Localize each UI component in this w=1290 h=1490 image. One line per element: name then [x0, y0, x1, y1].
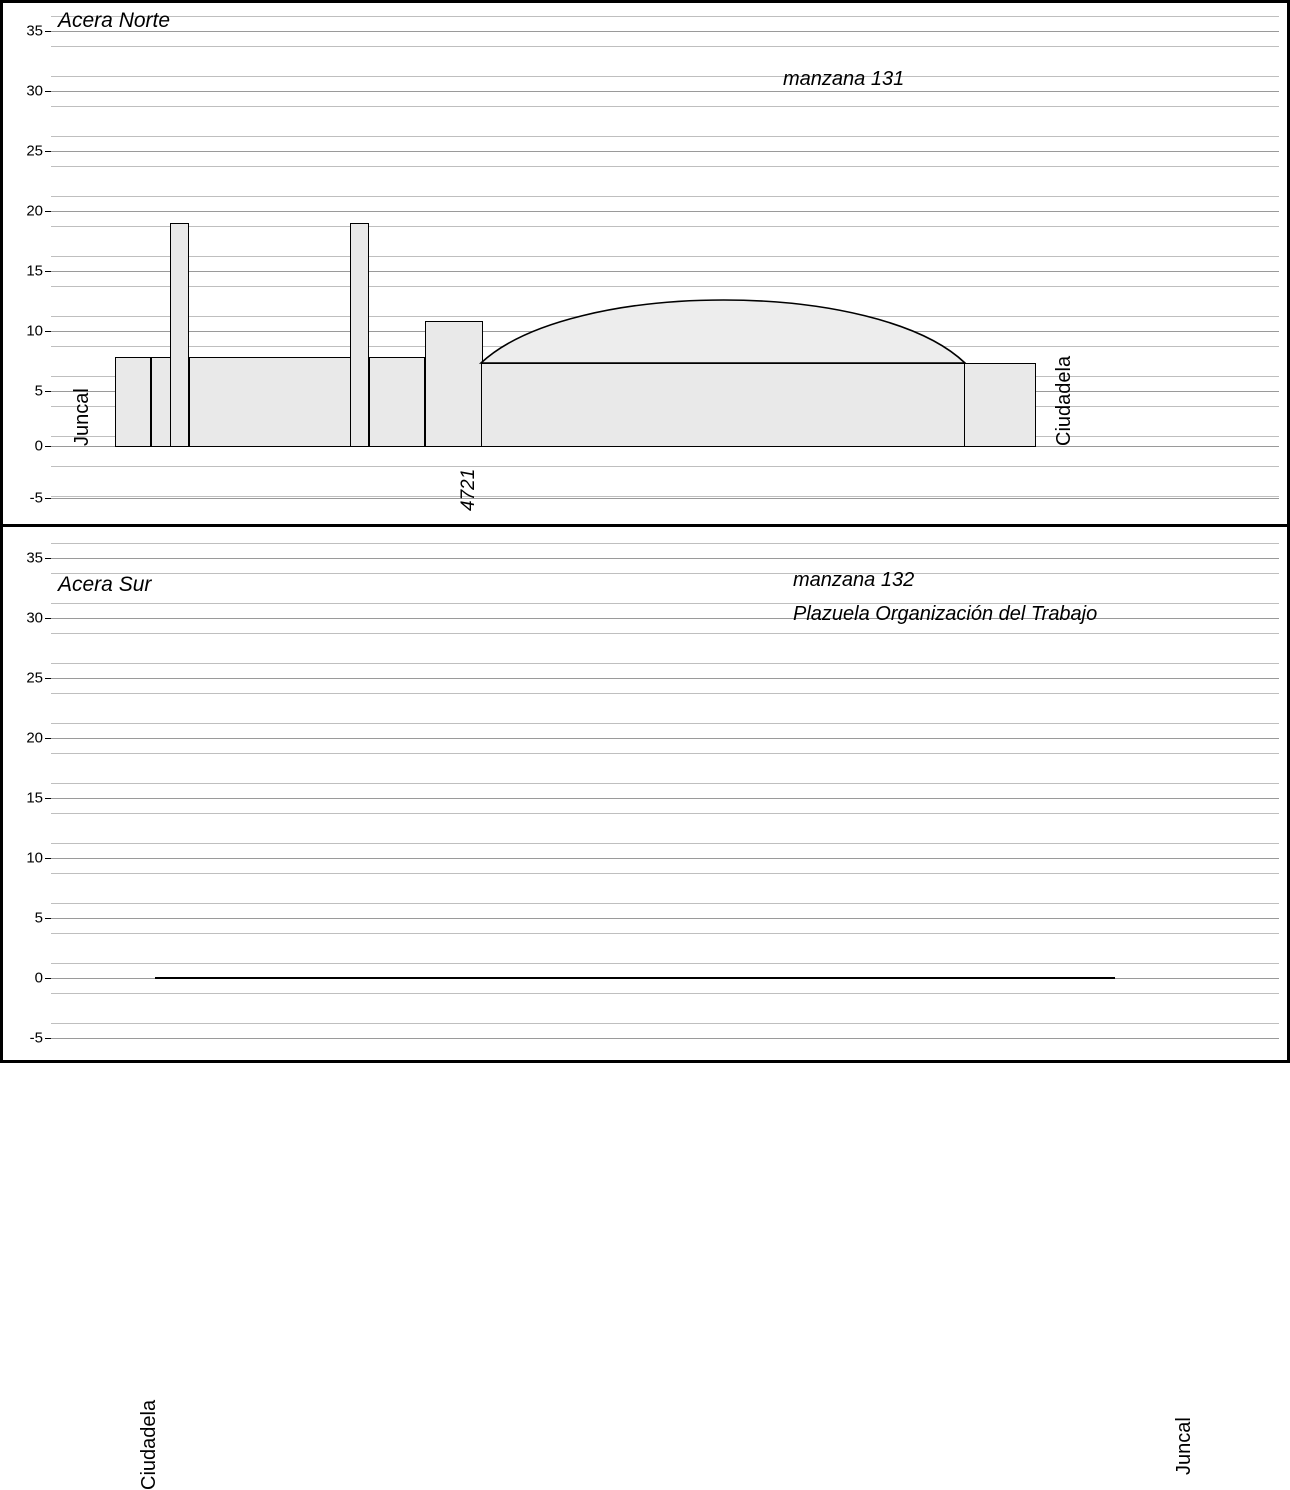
y-tick-label: 10 [26, 849, 43, 867]
building-edificio-6 [964, 363, 1036, 447]
gridline-major [51, 798, 1279, 799]
annotation-manzana-132: manzana 132 [793, 569, 915, 591]
gridline-minor [51, 663, 1279, 664]
y-tick-label: 10 [26, 322, 43, 340]
y-tick-mark [45, 678, 51, 679]
annotation-plazuela: Plazuela Organización del Trabajo [793, 603, 1098, 625]
y-tick-mark [45, 31, 51, 32]
y-tick-label: 30 [26, 609, 43, 627]
gridline-minor [51, 256, 1279, 257]
gridline-minor [51, 963, 1279, 964]
gridline-minor [51, 466, 1279, 467]
gridline-minor [51, 813, 1279, 814]
y-tick-label: 0 [34, 437, 43, 455]
gridline-minor [51, 226, 1279, 227]
y-tick-label: 5 [34, 909, 43, 927]
y-tick-mark [45, 391, 51, 392]
gridline-minor [51, 1023, 1279, 1024]
gridline-minor [51, 16, 1279, 17]
y-tick-mark [45, 211, 51, 212]
panel-acera-sur [3, 524, 1287, 1490]
y-tick-mark [45, 558, 51, 559]
y-tick-mark [45, 918, 51, 919]
y-tick-mark [45, 331, 51, 332]
y-tick-label: -5 [29, 489, 43, 507]
building-edificio-3 [189, 357, 353, 447]
gridline-major [51, 271, 1279, 272]
gridline-minor [51, 933, 1279, 934]
parcel-label-4721: 4721 [458, 468, 479, 511]
y-tick-mark [45, 151, 51, 152]
gridline-major [51, 678, 1279, 679]
gridline-major [51, 1038, 1279, 1039]
plot-area-north [3, 3, 1287, 524]
y-tick-label: 30 [26, 82, 43, 100]
gridline-major [51, 151, 1279, 152]
gridline-minor [51, 496, 1279, 497]
gridline-major [51, 738, 1279, 739]
gridline-minor [51, 543, 1279, 544]
gridline-minor [51, 873, 1279, 874]
gridline-major [51, 558, 1279, 559]
y-tick-mark [45, 738, 51, 739]
gridline-major [51, 498, 1279, 499]
panel-title-south: Acera Sur [58, 573, 152, 596]
gridline-minor [51, 993, 1279, 994]
gridline-major [51, 858, 1279, 859]
gridline-minor [51, 573, 1279, 574]
y-tick-mark [45, 858, 51, 859]
gridline-major [51, 211, 1279, 212]
building-torre-1 [170, 223, 189, 447]
gridline-minor [51, 753, 1279, 754]
y-tick-mark [45, 91, 51, 92]
building-edificio-4 [369, 357, 425, 447]
y-tick-mark [45, 1038, 51, 1039]
gridline-minor [51, 633, 1279, 634]
gridline-minor [51, 166, 1279, 167]
y-tick-label: 5 [34, 382, 43, 400]
gridline-major [51, 918, 1279, 919]
panel-title-north: Acera Norte [58, 9, 171, 32]
gridline-minor [51, 903, 1279, 904]
gridline-minor [51, 76, 1279, 77]
street-label-juncal-north: Juncal [71, 388, 93, 446]
y-tick-label: 35 [26, 22, 43, 40]
gridline-minor [51, 136, 1279, 137]
annotation-manzana-131: manzana 131 [783, 68, 905, 90]
building-edificio-1 [115, 357, 151, 447]
gridline-minor [51, 693, 1279, 694]
building-edificio-cupula [481, 363, 965, 447]
y-tick-label: 20 [26, 729, 43, 747]
building-edificio-5 [425, 321, 483, 447]
panel-acera-norte [3, 3, 1287, 524]
y-tick-mark [45, 446, 51, 447]
y-tick-label: 15 [26, 262, 43, 280]
y-tick-mark [45, 978, 51, 979]
y-tick-mark [45, 271, 51, 272]
building-torre-2 [350, 223, 369, 447]
street-label-juncal-south: Juncal [1173, 1417, 1195, 1475]
gridline-minor [51, 286, 1279, 287]
y-tick-label: -5 [29, 1029, 43, 1047]
ground-line-south [155, 977, 1115, 979]
gridline-minor [51, 723, 1279, 724]
gridline-minor [51, 783, 1279, 784]
y-tick-label: 0 [34, 969, 43, 987]
y-tick-label: 25 [26, 142, 43, 160]
street-label-ciudadela-north: Ciudadela [1053, 355, 1075, 446]
gridline-minor [51, 196, 1279, 197]
dome-shape [481, 293, 967, 365]
gridline-minor [51, 106, 1279, 107]
gridline-major [51, 91, 1279, 92]
y-tick-label: 25 [26, 669, 43, 687]
street-label-ciudadela-south: Ciudadela [138, 1399, 160, 1490]
gridline-major [51, 31, 1279, 32]
plot-area-south [3, 527, 1287, 1490]
y-tick-label: 35 [26, 549, 43, 567]
y-tick-mark [45, 798, 51, 799]
y-tick-label: 15 [26, 789, 43, 807]
gridline-minor [51, 46, 1279, 47]
gridline-minor [51, 843, 1279, 844]
y-tick-label: 20 [26, 202, 43, 220]
y-tick-mark [45, 498, 51, 499]
y-tick-mark [45, 618, 51, 619]
